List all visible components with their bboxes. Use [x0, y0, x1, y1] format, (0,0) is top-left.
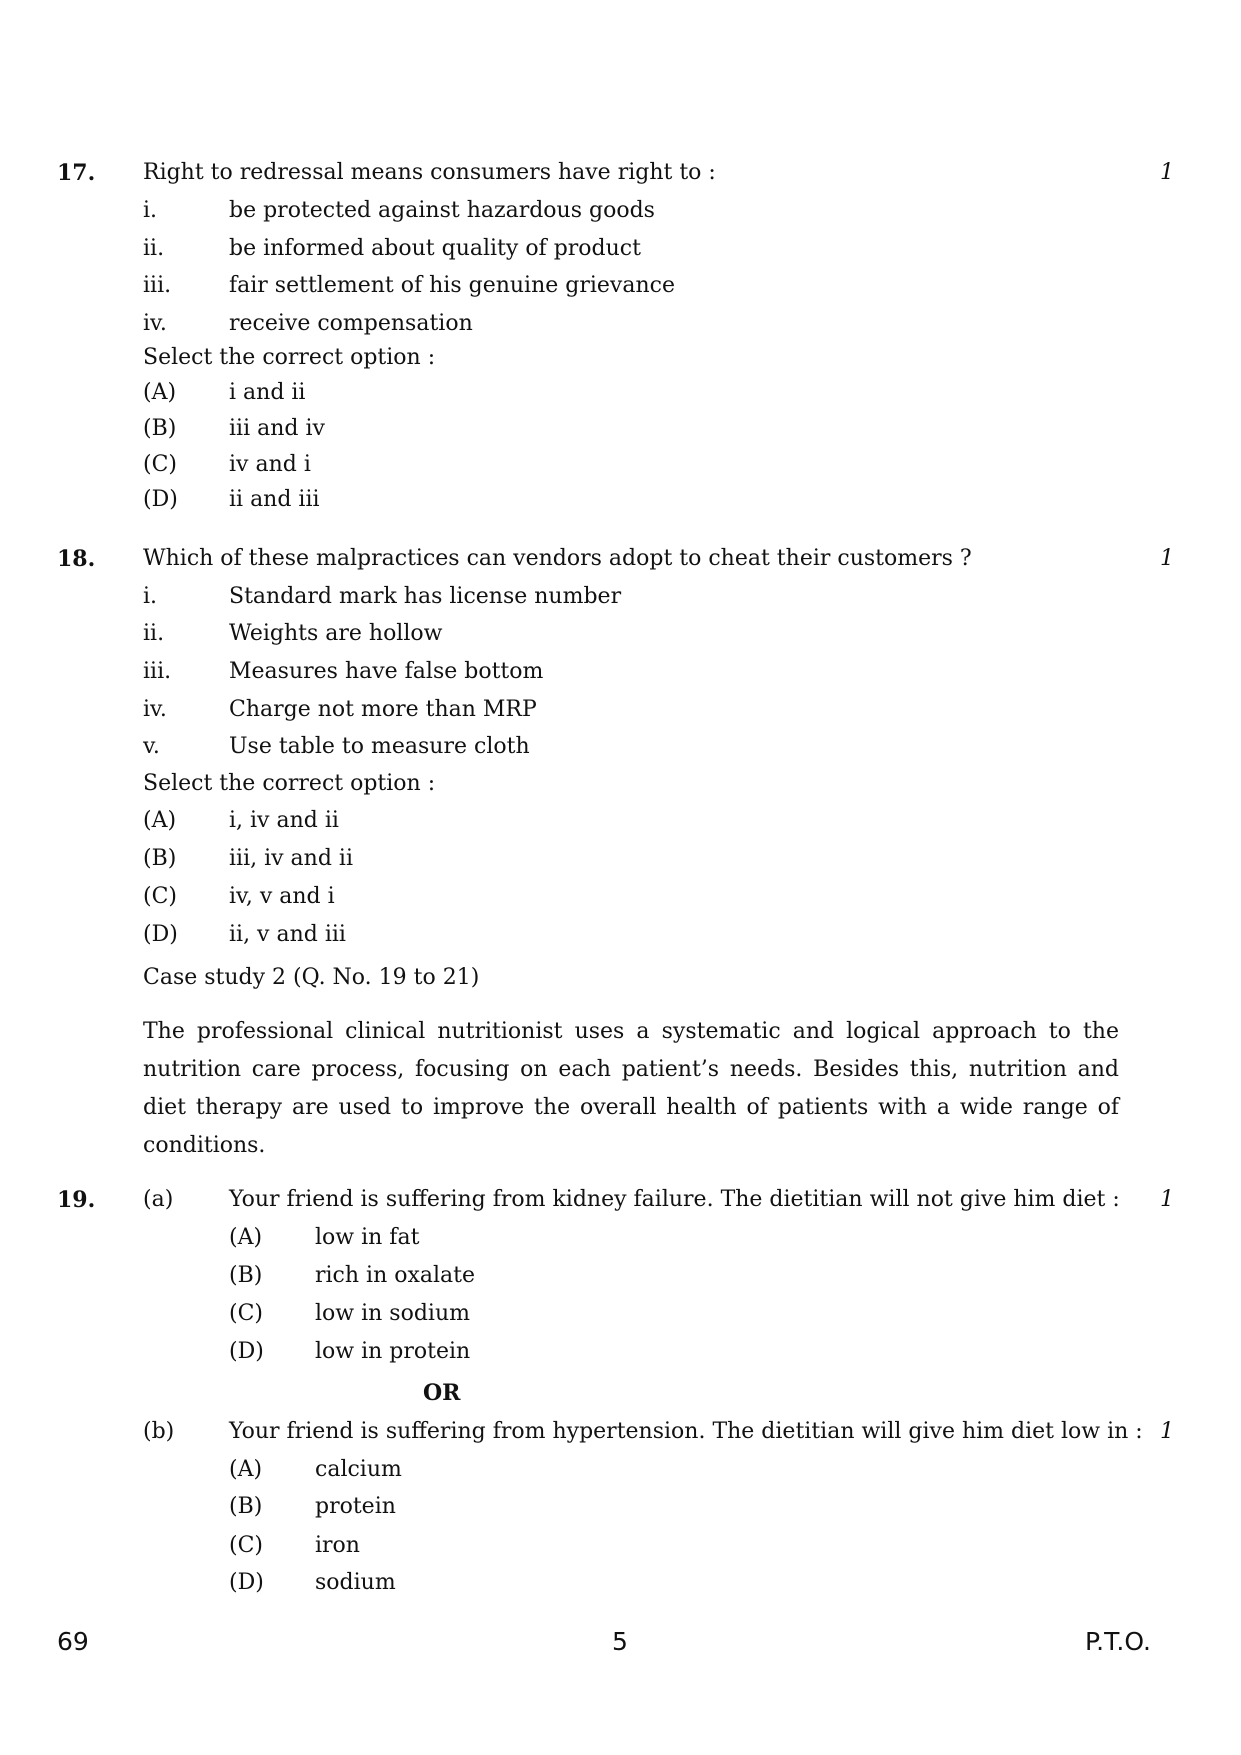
case-study-heading: Case study 2 (Q. No. 19 to 21)	[143, 965, 480, 990]
statement-label: iii.	[143, 659, 172, 684]
statement-text: Use table to measure cloth	[229, 734, 530, 759]
part-b-stem: Your friend is suffering from hypertension. The dietitian will give him diet low in :	[229, 1419, 1143, 1444]
statement-text: fair settlement of his genuine grievance	[229, 273, 675, 298]
option-label: (D)	[229, 1339, 264, 1364]
statement-text: Measures have false bottom	[229, 659, 544, 684]
marks: 1	[1160, 1187, 1174, 1212]
statement-label: ii.	[143, 236, 165, 261]
question-number: 19.	[57, 1187, 96, 1213]
case-study-paragraph: The professional clinical nutritionist uses a systematic and logical approach to the nutrition care process, focusing on each patient’s needs. Besides this, nutrition and diet therapy are used to improve the overall health of patients with a wide range of conditions.	[143, 1019, 1119, 1158]
statement-text: be informed about quality of product	[229, 236, 641, 261]
statement-label: i.	[143, 198, 158, 223]
statement-text: receive compensation	[229, 311, 473, 336]
part-a-stem: Your friend is suffering from kidney failure. The dietitian will not give him diet :	[229, 1187, 1120, 1212]
option-text: low in fat	[315, 1225, 420, 1250]
option-label: (C)	[229, 1533, 263, 1558]
statement-label: iv.	[143, 311, 167, 336]
option-label: (B)	[143, 846, 177, 871]
option-label: (A)	[229, 1225, 263, 1250]
statement-text: Standard mark has license number	[229, 584, 622, 609]
option-text: low in sodium	[315, 1301, 470, 1326]
option-text: iv and i	[229, 452, 311, 477]
option-text: iii, iv and ii	[229, 846, 353, 871]
select-prompt: Select the correct option :	[143, 771, 436, 796]
option-text: i and ii	[229, 380, 306, 405]
statement-text: be protected against hazardous goods	[229, 198, 655, 223]
option-label: (C)	[143, 452, 177, 477]
option-label: (B)	[229, 1263, 263, 1288]
marks: 1	[1160, 160, 1174, 185]
option-text: iii and iv	[229, 416, 325, 441]
option-label: (A)	[143, 380, 177, 405]
statement-text: Charge not more than MRP	[229, 697, 537, 722]
pto-label: P.T.O.	[1085, 1627, 1151, 1656]
option-text: rich in oxalate	[315, 1263, 476, 1288]
option-text: iv, v and i	[229, 884, 335, 909]
option-label: (D)	[143, 487, 178, 512]
option-label: (B)	[143, 416, 177, 441]
option-text: calcium	[315, 1457, 402, 1482]
paper-code: 69	[57, 1627, 89, 1656]
statement-text: Weights are hollow	[229, 621, 443, 646]
option-label: (C)	[143, 884, 177, 909]
part-label: (a)	[143, 1187, 174, 1212]
question-number: 17.	[57, 160, 96, 186]
option-label: (C)	[229, 1301, 263, 1326]
question-stem: Right to redressal means consumers have right to :	[143, 160, 716, 185]
option-text: low in protein	[315, 1339, 471, 1364]
part-label: (b)	[143, 1419, 175, 1444]
option-label: (D)	[229, 1570, 264, 1595]
option-label: (D)	[143, 922, 178, 947]
option-text: i, iv and ii	[229, 808, 339, 833]
statement-label: iv.	[143, 697, 167, 722]
option-text: protein	[315, 1494, 396, 1519]
statement-label: i.	[143, 584, 158, 609]
option-label: (B)	[229, 1494, 263, 1519]
option-text: iron	[315, 1533, 360, 1558]
option-text: ii, v and iii	[229, 922, 346, 947]
question-number: 18.	[57, 546, 96, 572]
option-label: (A)	[143, 808, 177, 833]
page-number: 5	[612, 1627, 628, 1656]
marks: 1	[1160, 546, 1174, 571]
statement-label: v.	[143, 734, 160, 759]
marks: 1	[1160, 1419, 1174, 1444]
question-stem: Which of these malpractices can vendors adopt to cheat their customers ?	[143, 546, 972, 571]
option-text: ii and iii	[229, 487, 320, 512]
select-prompt: Select the correct option :	[143, 345, 436, 370]
option-text: sodium	[315, 1570, 396, 1595]
or-separator: OR	[423, 1380, 461, 1406]
option-label: (A)	[229, 1457, 263, 1482]
statement-label: ii.	[143, 621, 165, 646]
statement-label: iii.	[143, 273, 172, 298]
